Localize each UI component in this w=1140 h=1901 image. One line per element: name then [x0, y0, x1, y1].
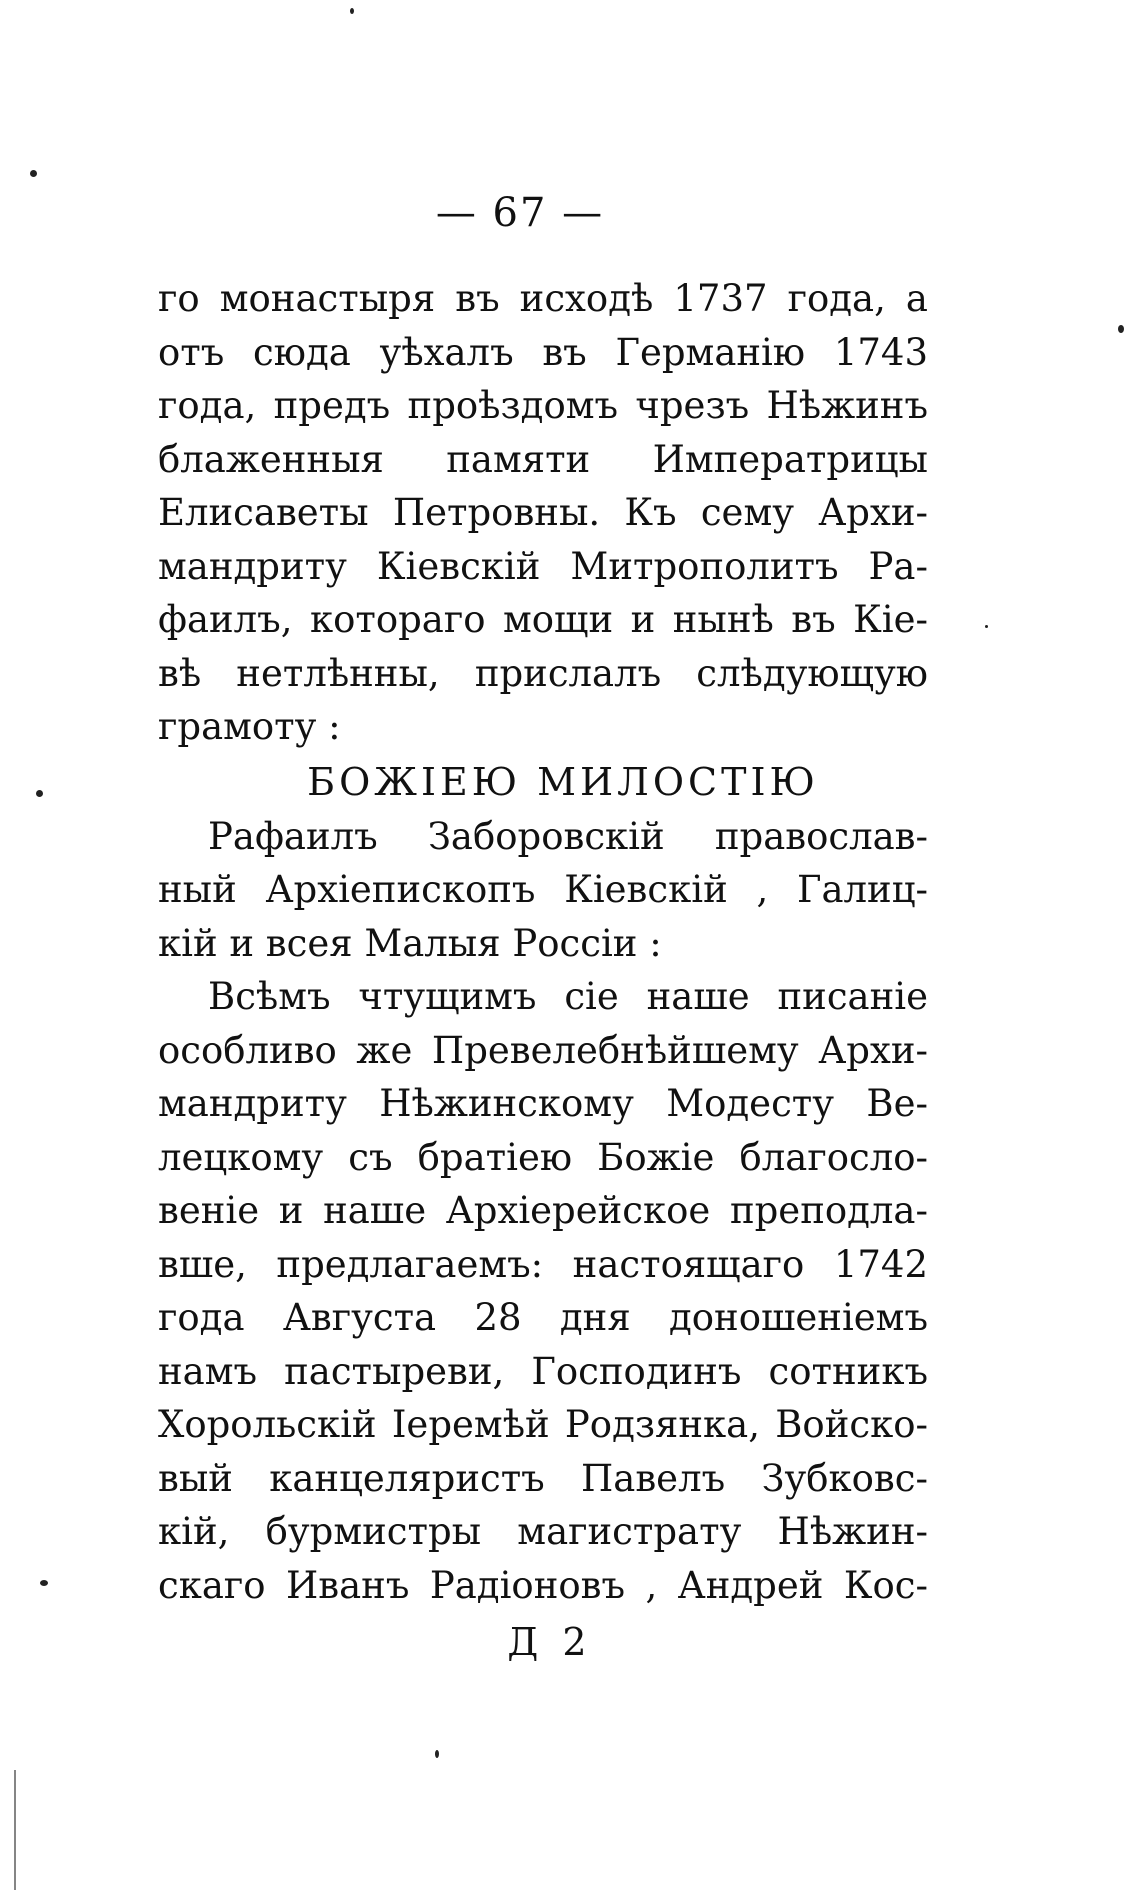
ink-speck [40, 1580, 48, 1586]
text-line: мандриту Нѣжинскому Модесту Ве- [158, 1082, 928, 1125]
text-line: Хорольскій Іеремѣй Родзянка, Войско- [158, 1403, 928, 1446]
text-line: Елисаветы Петровны. Къ сему Архи- [158, 491, 928, 534]
text-line: года, предъ проѣздомъ чрезъ Нѣжинъ [158, 384, 928, 427]
text-line: лецкому съ братіею Божіе благосло- [158, 1135, 928, 1179]
text-line: вше, предлагаемъ: настоящаго 1742 [158, 1242, 928, 1286]
text-line: особливо же Превелебнѣйшему Архи- [158, 1028, 928, 1072]
text-line: Всѣмъ чтущимъ сіе наше писаніе [208, 975, 928, 1018]
text-line: мандриту Кіевскій Митрополитъ Ра- [158, 544, 928, 588]
ink-speck [1118, 325, 1124, 333]
text-line: ный Архіепископъ Кіевскій , Галиц- [158, 868, 928, 911]
ink-speck [435, 1750, 439, 1758]
text-line: кій и всея Малыя Россіи : [158, 921, 662, 965]
ink-speck [350, 8, 354, 14]
ink-speck [30, 170, 37, 177]
page-number: — 67 — [435, 190, 605, 236]
ink-speck [36, 790, 43, 797]
ink-speck [985, 625, 988, 628]
text-line: намъ пастыреви, Господинъ сотникъ [158, 1349, 928, 1393]
text-line: грамоту : [158, 705, 341, 748]
signature-mark: Д 2 [507, 1620, 593, 1664]
text-line: года Августа 28 дня доношеніемъ [158, 1296, 928, 1339]
text-line: вѣ нетлѣнны, прислалъ слѣдующую [158, 651, 928, 695]
scan-edge-line [14, 1770, 16, 1890]
text-line: скаго Иванъ Радіоновъ , Андрей Кос- [158, 1563, 928, 1607]
text-line: кій, бурмистры магистрату Нѣжин- [158, 1510, 928, 1553]
text-line: Рафаилъ Заборовскій православ- [208, 814, 928, 858]
text-line: вый канцеляристъ Павелъ Зубковс- [158, 1456, 928, 1500]
body-text [158, 272, 928, 1612]
charter-heading: БОЖІЕЮ МИЛОСТІЮ [307, 759, 819, 804]
text-line: фаилъ, котораго мощи и нынѣ въ Кіе- [158, 598, 928, 641]
text-line: веніе и наше Архіерейское преподла- [158, 1189, 928, 1232]
text-line: блаженныя памяти Императрицы [158, 437, 928, 481]
text-line: отъ сюда уѣхалъ въ Германію 1743 [158, 330, 928, 374]
text-line: го монастыря въ исходѣ 1737 года, а [158, 277, 928, 320]
